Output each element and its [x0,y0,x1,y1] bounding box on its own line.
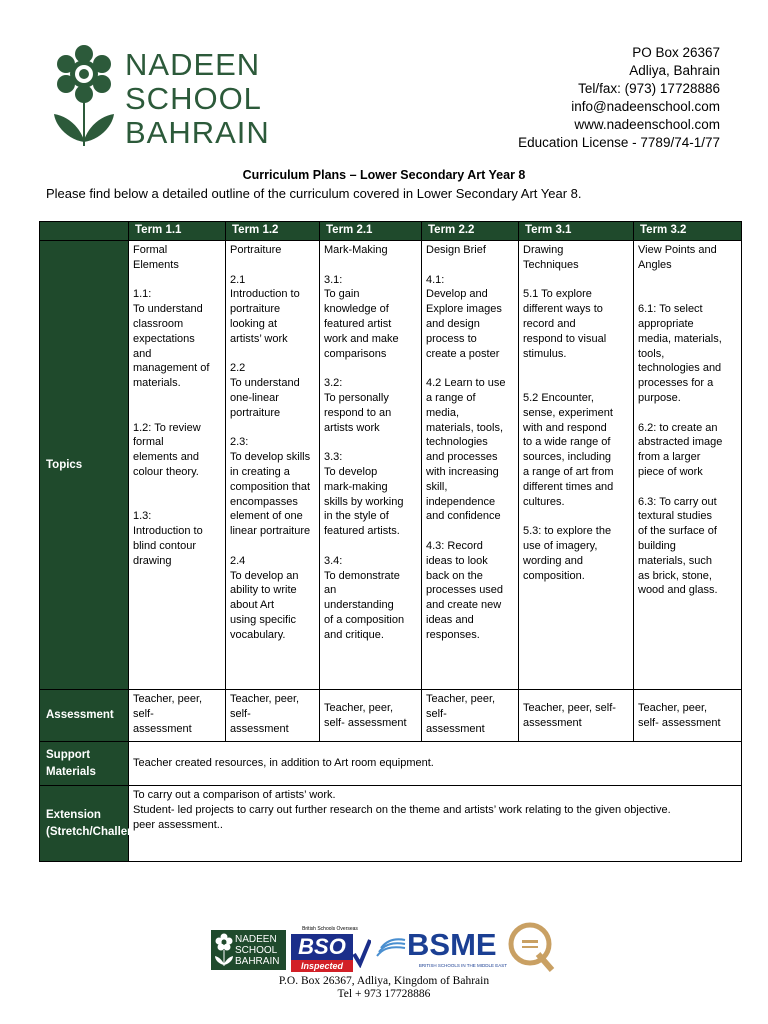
extension-label: Extension (Stretch/Challenge) [40,786,129,862]
topic-cell: View Points and Angles 6.1: To select appropriate media, materials, tools, technologies and processes for a purpose. 6.2: to create an abstracted image from a larger piece of work 6.3: To carry out textural studies of the surface of building materials, such as brick, stone, wood and glass. [634,241,742,690]
school-name [125,48,270,150]
support-cell: Teacher created resources, in addition to Art room equipment. [129,742,742,786]
topics-label: Topics [40,241,129,690]
term-header: Term 1.1 [129,222,226,241]
address: Adliya, Bahrain [629,63,720,78]
po-box: PO Box 26367 [632,45,720,60]
topics-row [40,241,742,690]
quality-seal-icon [508,922,556,974]
assessment-cell: Teacher, peer, self- assessment [320,690,422,742]
flower-logo-icon [48,44,120,148]
accreditation-logos [0,920,768,976]
support-label: Support Materials [40,742,129,786]
term-header: Term 2.2 [422,222,519,241]
footer-address-line-1: P.O. Box 26367, Adliya, Kingdom of Bahrain [278,975,490,987]
term-header: Term 2.1 [320,222,422,241]
flower-logo-icon [213,932,235,972]
topic-cell: Formal Elements 1.1: To understand classroom expectations and management of materials. 1.2: To review formal elements and colour theory. 1.3: Introduction to blind contour drawing [129,241,226,690]
telephone: Tel/fax: (973) 17728886 [578,81,720,96]
assessment-cell: Teacher, peer, self- assessment [226,690,320,742]
school-name-line-2: SCHOOL [125,81,262,116]
footer-school-name-line-1: NADEEN [235,934,277,945]
assessment-cell: Teacher, peer, self- assessment [634,690,742,742]
footer-school-name-line-3: BAHRAIN [235,956,280,967]
bsme-caption: BRITISH SCHOOLS IN THE MIDDLE EAST [418,963,507,968]
topic-cell: Drawing Techniques 5.1 To explore different ways to record and respond to visual stimulus. 5.2 Encounter, sense, experiment with and respond to a wide range of sources, including a range of art from different times and cultures. 5.3: to explore the use of imagery, wording and composition. [519,241,634,690]
bsme-logo [375,928,507,972]
extension-row [40,786,742,862]
topic-cell: Mark-Making 3.1: To gain knowledge of featured artist work and make comparisons 3.2: To personally respond to an artists work 3.3: To develop mark-making skills by working in the style of featured artists. 3.4: To demonstrate an understanding of a composition and critique. [320,241,422,690]
assessment-cell: Teacher, peer, self- assessment [519,690,634,742]
contact-block [518,44,720,152]
curriculum-table [39,221,742,862]
website-link[interactable]: www.nadeenschool.com [574,117,720,132]
book-icon [375,934,407,962]
bsme-wordmark: BSME [407,927,497,962]
footer-school-name [235,934,279,967]
school-name-line-3: BAHRAIN [125,115,270,150]
education-license: Education License - 7789/74-1/77 [518,135,720,150]
bso-inspected: Inspected [291,960,353,972]
corner-cell [40,222,129,241]
document-title: Curriculum Plans – Lower Secondary Art Year 8 [242,168,526,182]
bso-logo [289,926,371,974]
term-header: Term 3.2 [634,222,742,241]
intro-text: Please find below a detailed outline of the curriculum covered in Lower Secondary Art Year 8. [46,186,582,201]
email-link[interactable]: info@nadeenschool.com [571,99,720,114]
topic-cell: Portraiture 2.1 Introduction to portraiture looking at artists’ work 2.2 To understand one-linear portraiture 2.3: To develop skills in creating a composition that encompasses element of one linear portraiture 2.4 To develop an ability to write about Art using specific vocabulary. [226,241,320,690]
school-name-line-1: NADEEN [125,47,261,82]
assessment-cell: Teacher, peer, self- assessment [129,690,226,742]
bso-caption: British Schools Overseas [302,926,358,932]
checkmark-icon [353,938,371,968]
extension-cell: To carry out a comparison of artists’ work. Student- led projects to carry out further research on the theme and artists’ work relating to the given objective. peer assessment.. [129,786,742,862]
topic-cell: Design Brief 4.1: Develop and Explore images and design process to create a poster 4.2 Learn to use a range of media, materials, tools, technologies and processes with increasing skill, independence and confidence 4.3: Record ideas to look back on the processes used and create new ideas and responses. [422,241,519,690]
support-row [40,742,742,786]
assessment-label: Assessment [40,690,129,742]
school-logo [48,44,278,154]
footer-school-logo [211,930,286,970]
bso-wordmark: BSO [291,934,353,960]
footer-school-name-line-2: SCHOOL [235,945,278,956]
assessment-cell: Teacher, peer, self- assessment [422,690,519,742]
footer-address-line-2: Tel + 973 17728886 [337,988,431,1000]
assessment-row [40,690,742,742]
term-header-row [40,222,742,241]
footer-address [0,975,768,1001]
term-header: Term 3.1 [519,222,634,241]
term-header: Term 1.2 [226,222,320,241]
